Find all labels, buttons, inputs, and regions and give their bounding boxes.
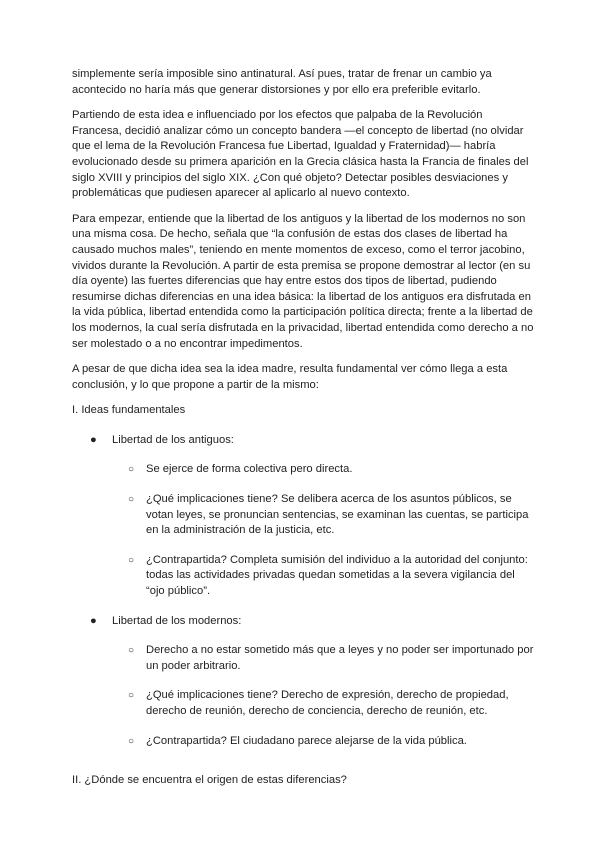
circle-bullet-icon: ○ (128, 690, 135, 702)
sub-list-item-text: Se ejerce de forma colectiva pero directa. (146, 463, 353, 476)
bullet-icon: ● (90, 614, 97, 627)
circle-bullet-icon: ○ (128, 735, 135, 747)
sub-list-item-text: ¿Qué implicaciones tiene? Derecho de expresión, derecho de propiedad, derecho de reunión, derecho de conciencia, derecho de reunión, etc. (146, 689, 509, 717)
sub-list-item-text: Derecho a no estar sometido más que a leyes y no poder ser importunado por un poder arbitrario. (146, 644, 534, 672)
sub-list-item-text: ¿Contrapartida? Completa sumisión del individuo a la autoridad del conjunto: todas las actividades privadas quedan sometidas a la severa vigilancia del “ojo público”. (146, 553, 528, 598)
sub-list-item (72, 462, 535, 478)
circle-bullet-icon: ○ (128, 494, 135, 506)
paragraph: simplemente sería imposible sino antinatural. Así pues, tratar de frenar un cambio ya acontecido no haría más que generar distorsiones y por ello era preferible evitarlo. (72, 68, 492, 96)
sub-list-item (72, 734, 535, 750)
sub-list-item (72, 553, 535, 600)
sub-list-item-text: ¿Contrapartida? El ciudadano parece alejarse de la vida pública. (146, 734, 467, 747)
paragraph: Partiendo de esta idea e influenciado por los efectos que palpaba de la Revolución Francesa, decidió analizar cómo un concepto bandera —el concepto de libertad (no olvidar que el lema de la Revolución Francesa fue Libertad, Igualdad y Fraternidad)— habría evolucionado desde su primera aparición en la Grecia clásica hasta la Francia de finales del siglo XVIII y principios del siglo XIX. ¿Con qué objeto? Detectar posibles desviaciones y problemáticas que pudiesen aparecer al aplicarlo al nuevo contexto. (72, 109, 529, 200)
paragraph: Para empezar, entiende que la libertad de los antiguos y la libertad de los modernos no son una misma cosa. De hecho, señala que “la confusión de estas dos clases de libertad ha causado muchos males”, teniendo en mente momentos de exceso, como el terror jacobino, vividos durante la Revolución. A partir de esta premisa se propone demostrar al lector (en su día oyente) las fuertes diferencias que hay entre estos dos tipos de libertad, pudiendo resumirse dichas diferencias en una idea básica: la libertad de los antiguos era disfrutada en la vida pública, libertad entendida como la participación política directa; frente a la libertad de los modernos, la cual sería disfrutada en la privacidad, libertad entendida como derecho a no ser molestado o a no encontrar impedimentos. (72, 212, 534, 350)
list-item (72, 614, 535, 630)
sub-list-item (72, 492, 535, 539)
sub-list-item (72, 643, 535, 674)
sub-list-item-text: ¿Qué implicaciones tiene? Se delibera acerca de los asuntos públicos, se votan leyes, se pronuncian sentencias, se examinan las cuentas, se participa en la administración de la justicia, etc. (146, 493, 529, 537)
circle-bullet-icon: ○ (128, 645, 135, 657)
circle-bullet-icon: ○ (128, 554, 135, 566)
list-item (72, 433, 535, 449)
list-item-label: Libertad de los antiguos: (112, 433, 234, 446)
section-heading: I. Ideas fundamentales (72, 404, 186, 417)
bullet-icon: ● (90, 433, 97, 446)
circle-bullet-icon: ○ (128, 464, 135, 476)
document-page (72, 67, 535, 789)
section-heading: II. ¿Dónde se encuentra el origen de estas diferencias? (72, 774, 347, 787)
sub-list-item (72, 688, 535, 719)
list-item-label: Libertad de los modernos: (112, 614, 242, 627)
paragraph: A pesar de que dicha idea sea la idea madre, resulta fundamental ver cómo llega a esta conclusión, y lo que propone a partir de la mismo: (72, 363, 508, 391)
